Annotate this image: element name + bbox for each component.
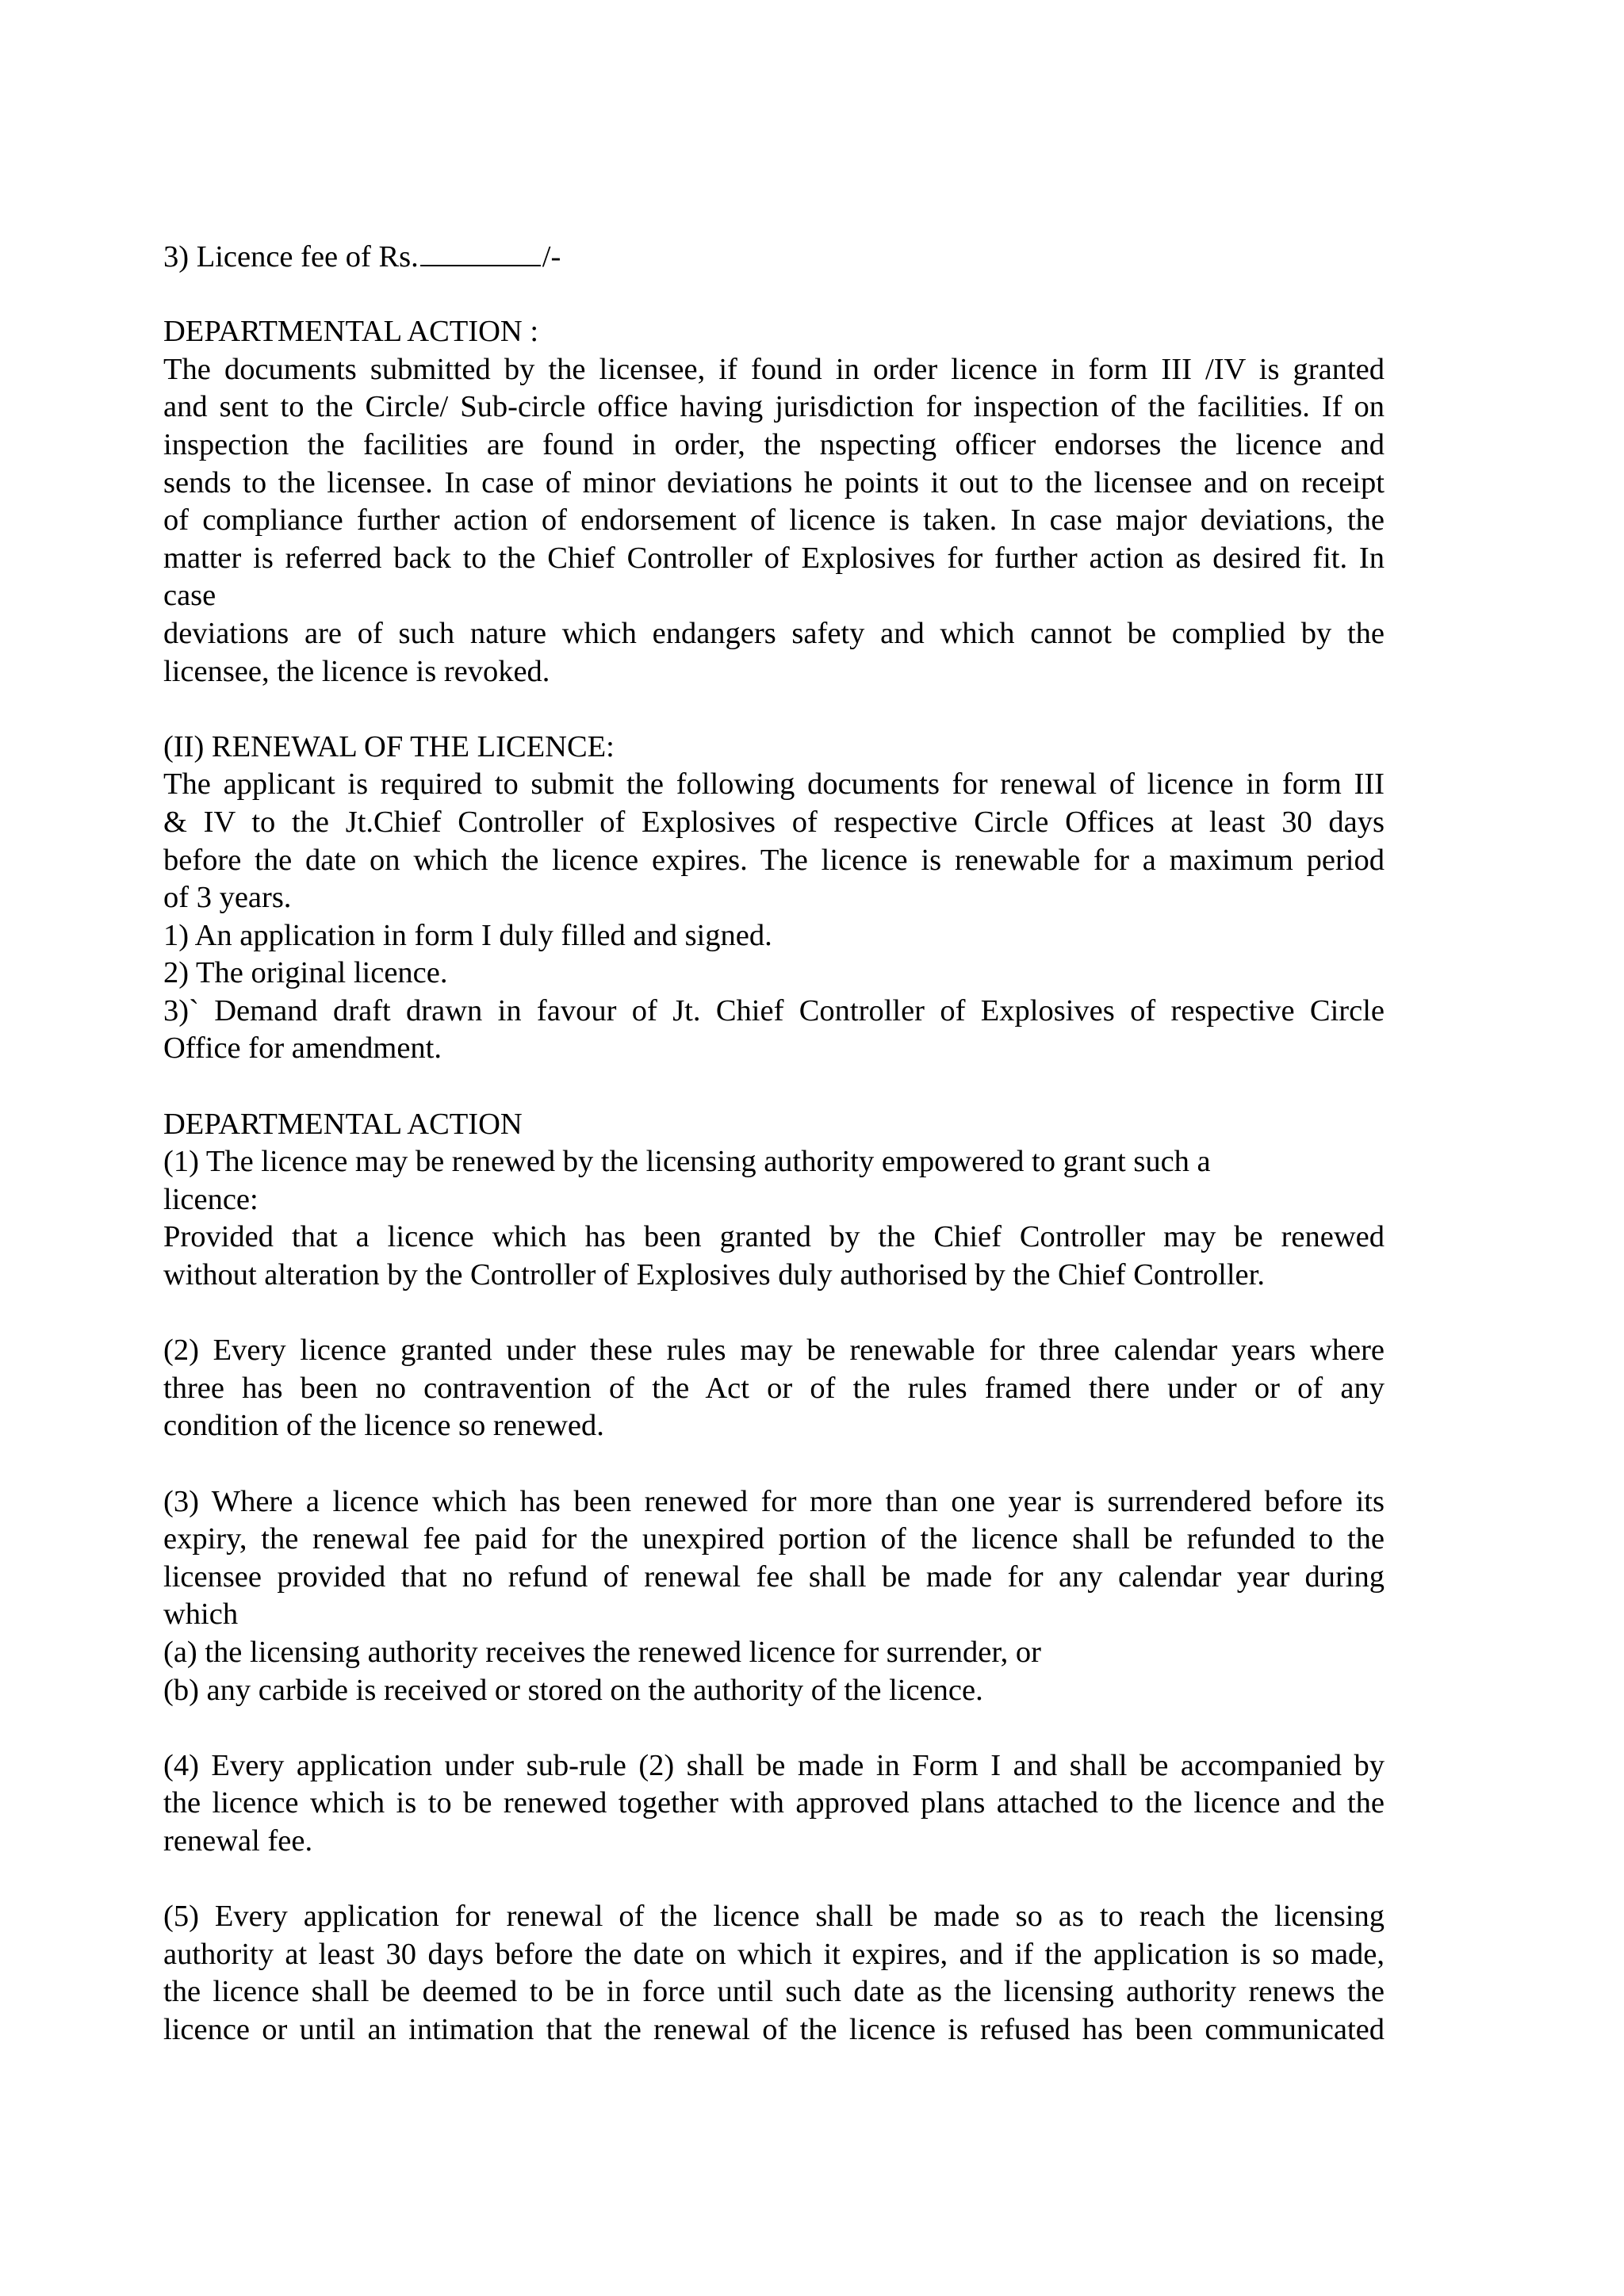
body-line: before the date on which the licence expires. The licence is renewable for a maximum period xyxy=(163,843,1385,877)
list-item: 3)` Demand draft drawn in favour of Jt. Chief Controller of Explosives of respective Circle xyxy=(163,993,1385,1027)
body-line: (4) Every application under sub-rule (2) shall be made in Form I and shall be accompanied by xyxy=(163,1748,1385,1782)
body-line: licensee, the licence is revoked. xyxy=(163,654,550,688)
body-line: the licence which is to be renewed together with approved plans attached to the licence and the xyxy=(163,1786,1385,1820)
body-line: licence: xyxy=(163,1182,259,1216)
licence-fee-suffix: /- xyxy=(542,240,561,274)
document-page xyxy=(163,238,1385,2049)
body-line: licence or until an intimation that the renewal of the licence is refused has been communicated xyxy=(163,2012,1385,2046)
body-line: which xyxy=(163,1598,239,1632)
list-item: (b) any carbide is received or stored on the authority of the licence. xyxy=(163,1673,983,1707)
body-line: inspection the facilities are found in order, the nspecting officer endorses the licence and xyxy=(163,427,1385,461)
body-line: authority at least 30 days before the date on which it expires, and if the application is so made, xyxy=(163,1937,1385,1971)
body-line: without alteration by the Controller of Explosives duly authorised by the Chief Controller. xyxy=(163,1258,1265,1292)
body-line: of compliance further action of endorsement of licence is taken. In case major deviations, the xyxy=(163,503,1385,538)
body-line: licensee provided that no refund of renewal fee shall be made for any calendar year during xyxy=(163,1559,1385,1594)
body-line: deviations are of such nature which endangers safety and which cannot be complied by the xyxy=(163,616,1385,650)
list-item: 2) The original licence. xyxy=(163,956,448,990)
body-line: & IV to the Jt.Chief Controller of Explosives of respective Circle Offices at least 30 days xyxy=(163,805,1385,839)
body-line: condition of the licence so renewed. xyxy=(163,1409,604,1443)
body-line: matter is referred back to the Chief Controller of Explosives for further action as desired fit. In xyxy=(163,541,1385,575)
departmental-action-heading: DEPARTMENTAL ACTION : xyxy=(163,315,539,349)
body-line: (3) Where a licence which has been renewed for more than one year is surrendered before its xyxy=(163,1484,1385,1518)
body-line: expiry, the renewal fee paid for the unexpired portion of the licence shall be refunded to the xyxy=(163,1522,1385,1556)
body-line: (5) Every application for renewal of the licence shall be made so as to reach the licensing xyxy=(163,1900,1385,1934)
body-line: The documents submitted by the licensee, if found in order licence in form III /IV is granted xyxy=(163,352,1385,386)
body-line: of 3 years. xyxy=(163,881,292,915)
renewal-heading: (II) RENEWAL OF THE LICENCE: xyxy=(163,729,615,763)
body-line: (1) The licence may be renewed by the licensing authority empowered to grant such a xyxy=(163,1145,1211,1179)
licence-fee-blank xyxy=(420,238,541,266)
body-line: (2) Every licence granted under these rules may be renewable for three calendar years where xyxy=(163,1334,1385,1368)
licence-fee-prefix: 3) Licence fee of Rs. xyxy=(163,240,419,274)
body-line: case xyxy=(163,579,216,613)
body-line: Office for amendment. xyxy=(163,1031,442,1066)
departmental-action-heading: DEPARTMENTAL ACTION xyxy=(163,1107,523,1141)
licence-fee-line xyxy=(163,238,1385,276)
body-line: and sent to the Circle/ Sub-circle office having jurisdiction for inspection of the facilities. If on xyxy=(163,390,1385,424)
body-line: sends to the licensee. In case of minor deviations he points it out to the licensee and on receipt xyxy=(163,465,1385,499)
body-line: three has been no contravention of the Act or of the rules framed there under or of any xyxy=(163,1371,1385,1405)
list-item: 1) An application in form I duly filled and signed. xyxy=(163,918,772,952)
body-line: the licence shall be deemed to be in force until such date as the licensing authority renews the xyxy=(163,1975,1385,2009)
body-line: The applicant is required to submit the following documents for renewal of licence in form III xyxy=(163,767,1385,802)
list-item: (a) the licensing authority receives the renewed licence for surrender, or xyxy=(163,1635,1041,1669)
body-line: Provided that a licence which has been granted by the Chief Controller may be renewed xyxy=(163,1220,1385,1254)
body-line: renewal fee. xyxy=(163,1823,313,1858)
